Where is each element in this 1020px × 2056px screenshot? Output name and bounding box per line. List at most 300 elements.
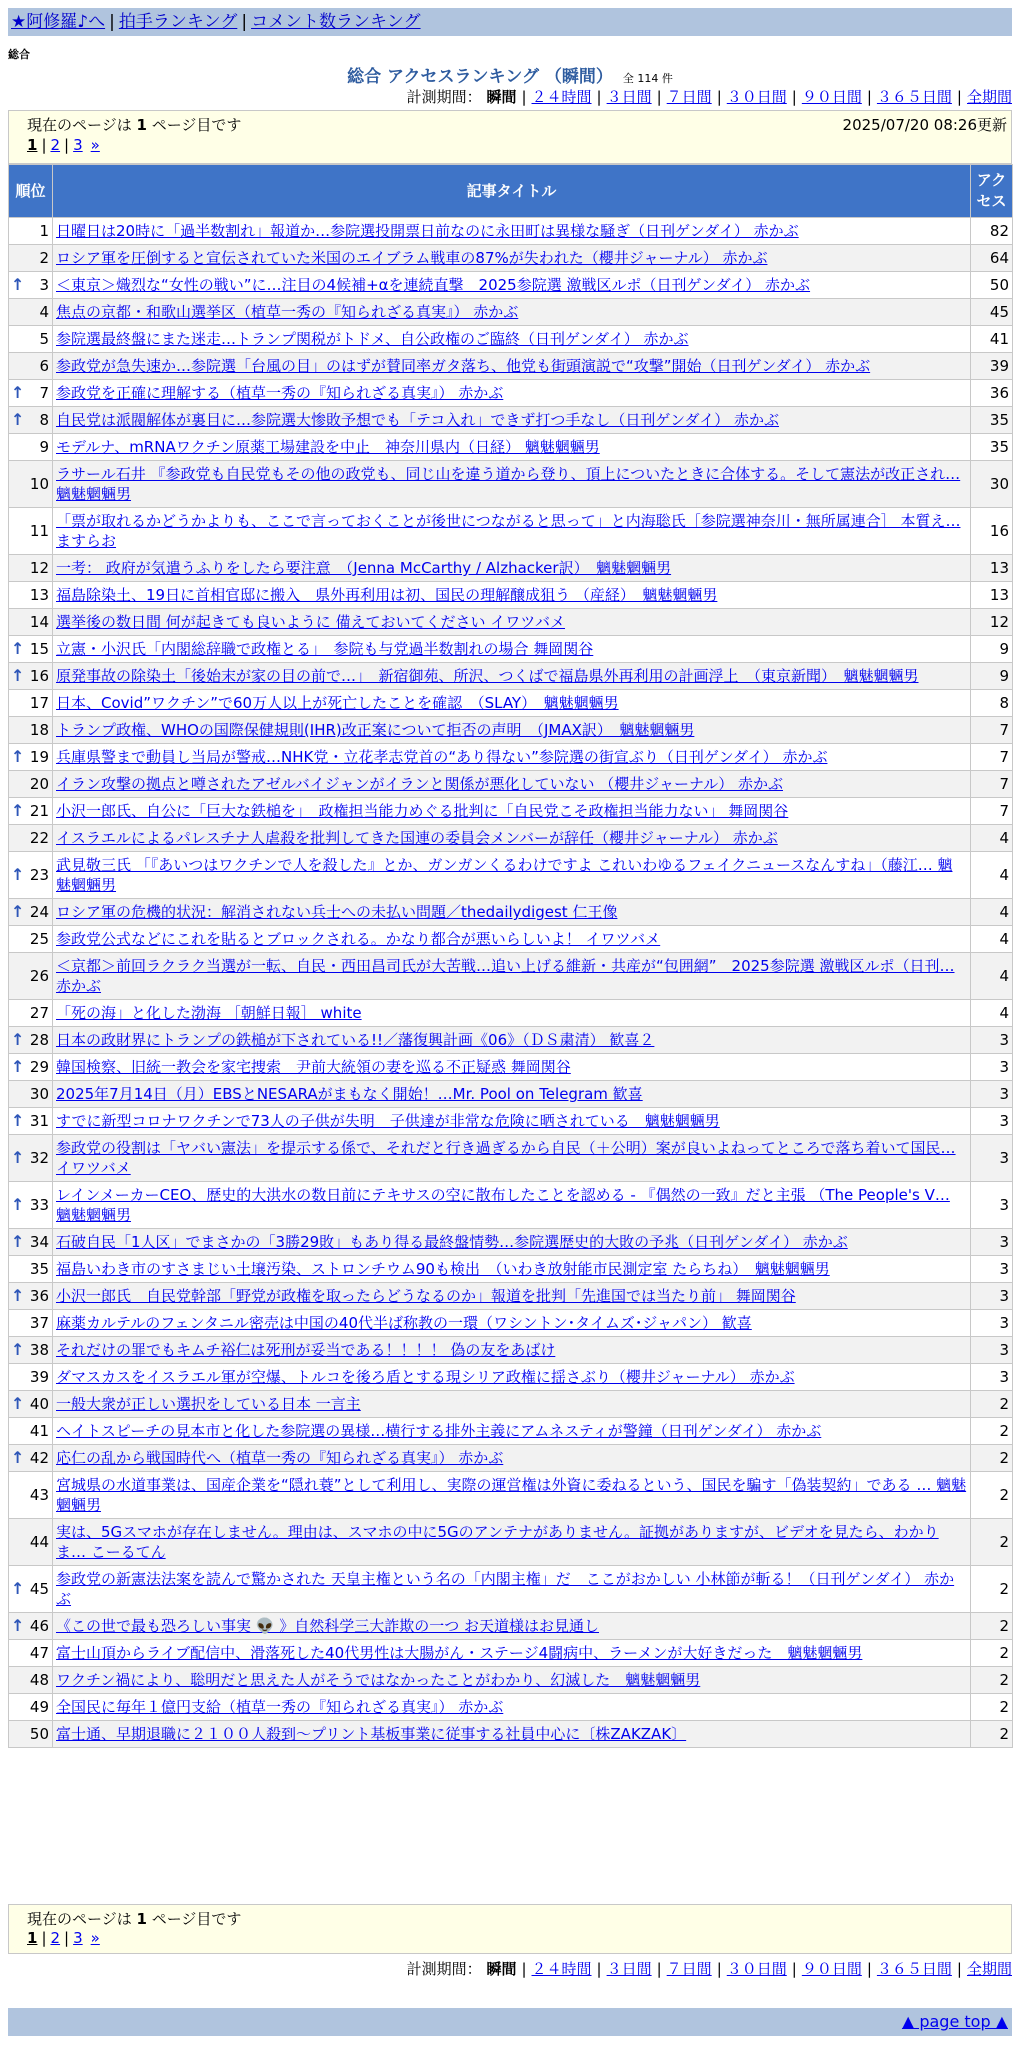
access-count: 64	[971, 245, 1013, 272]
rank-cell	[9, 353, 53, 380]
page-top-link[interactable]: ▲ page top ▲	[901, 2012, 1008, 2031]
period-link-3d[interactable]: ３日間	[606, 1960, 652, 1978]
pager-top	[8, 110, 1012, 164]
article-title-link[interactable]: 選挙後の数日間 何が起きても良いように 備えておいてください イワツバメ	[56, 613, 566, 631]
rank-number: 19	[29, 748, 49, 766]
rank-number: 25	[29, 930, 49, 948]
article-title-link[interactable]: 小沢一郎氏 自民党幹部「野党が政権を取ったらどうなるのか」報道を批判「先進国では当たり前」 舞岡関谷	[56, 1287, 796, 1305]
article-title-link[interactable]: 参政党公式などにこれを貼るとブロックされる。かなり都合が悪いらしいよ！ イワツバメ	[56, 930, 661, 948]
article-title-link[interactable]: レインメーカーCEO、歴史的大洪水の数日前にテキサスの空に散布したことを認める - 『偶然の一致』だと主張 （The People's V… 魑魅魍魎男	[56, 1186, 950, 1224]
access-count: 4	[971, 852, 1013, 899]
category-tag: 総合	[8, 48, 30, 61]
table-row	[9, 582, 1013, 609]
access-count: 3	[971, 1229, 1013, 1256]
nav-separator: |	[109, 12, 115, 32]
rank-number: 48	[29, 1671, 49, 1689]
period-link-30d[interactable]: ３０日間	[726, 1960, 787, 1978]
access-count: 9	[971, 663, 1013, 690]
title-cell	[53, 1694, 971, 1721]
period-link-90d[interactable]: ９０日間	[801, 88, 862, 106]
access-count: 8	[971, 690, 1013, 717]
period-link-7d[interactable]: ７日間	[666, 1960, 712, 1978]
table-row	[9, 353, 1013, 380]
period-label: 計測期間：	[406, 88, 482, 106]
article-title-link[interactable]: 小沢一郎氏、自公に「巨大な鉄槌を」 政権担当能力めぐる批判に「自民党こそ政権担当能力ない」 舞岡関谷	[56, 802, 789, 820]
title-cell	[53, 771, 971, 798]
rank-up-arrow-icon: ↑	[11, 1232, 25, 1251]
title-cell	[53, 744, 971, 771]
access-count: 3	[971, 1283, 1013, 1310]
article-title-link[interactable]: 焦点の京都・和歌山選挙区（植草一秀の『知られざる真実』） 赤かぶ	[56, 303, 519, 321]
title-cell	[53, 1418, 971, 1445]
table-row	[9, 771, 1013, 798]
page-link-2[interactable]: 2	[50, 136, 61, 154]
rank-number: 36	[29, 1287, 49, 1305]
article-title-link[interactable]: トランプ政権、WHOの国際保健規則(IHR)改正案について拒否の声明 （JMAX訳） 魑魅魍魎男	[56, 721, 695, 739]
period-selector-top: 計測期間： 瞬間 | ２４時間 | ３日間 | ７日間 | ３０日間 | ９０日間 | ３６５日間 | 全期間	[406, 88, 1012, 106]
access-count: 2	[971, 1391, 1013, 1418]
applause-ranking-link[interactable]: 拍手ランキング	[118, 12, 238, 32]
access-count: 50	[971, 272, 1013, 299]
ranking-table	[8, 164, 1013, 1748]
title-cell	[53, 1613, 971, 1640]
rank-up-arrow-icon: ↑	[11, 1111, 25, 1130]
rank-number: 33	[29, 1196, 49, 1214]
rank-number: 23	[29, 866, 49, 884]
table-row	[9, 1310, 1013, 1337]
article-title-link[interactable]: ワクチン禍により、聡明だと思えた人がそうではなかったことがわかり、幻滅した 魑魅魍魎男	[56, 1671, 701, 1689]
rank-number: 14	[29, 613, 49, 631]
access-count: 2	[971, 1667, 1013, 1694]
rank-cell	[9, 663, 53, 690]
rank-cell	[9, 852, 53, 899]
title-cell	[53, 1256, 971, 1283]
article-title-link[interactable]: 原発事故の除染土「後始末が家の目の前で…」 新宿御苑、所沢、つくばで福島県外再利用の計画浮上 （東京新聞） 魑魅魍魎男	[56, 667, 919, 685]
page-link-2[interactable]: 2	[50, 1929, 61, 1947]
title-cell	[53, 1108, 971, 1135]
article-title-link[interactable]: イラン攻撃の拠点と噂されたアゼルバイジャンがイランと関係が悪化していない （櫻井ジャーナル） 赤かぶ	[56, 775, 783, 793]
table-row	[9, 1283, 1013, 1310]
title-cell	[53, 1519, 971, 1566]
rank-cell	[9, 508, 53, 555]
table-row	[9, 1613, 1013, 1640]
article-title-link[interactable]: 「票が取れるかどうかよりも、ここで言っておくことが後世につながると思って」と内海聡氏［参院選神奈川・無所属連合］ 本質え… ますらお	[56, 512, 961, 550]
title-cell	[53, 245, 971, 272]
page-links: 1 | 2 | 3 »	[27, 136, 100, 154]
article-title-link[interactable]: 麻薬カルテルのフェンタニル密売は中国の40代半ば称教の一環（ワシントン･タイムズ･ジャパン） 歓喜	[56, 1314, 752, 1332]
table-row	[9, 380, 1013, 407]
article-title-link[interactable]: 実は、5Gスマホが存在しません。理由は、スマホの中に5Gのアンテナがありません。証拠がありますが、ビデオを見たら、わかりま… こーるてん	[56, 1523, 939, 1561]
article-title-link[interactable]: 武見敬三氏 「『あいつはワクチンで人を殺した』とか、ガンガンくるわけですよ これいわゆるフェイクニュースなんすね」（藤江… 魑魅魍魎男	[56, 856, 953, 894]
table-row	[9, 636, 1013, 663]
access-count: 3	[971, 1256, 1013, 1283]
access-count: 13	[971, 555, 1013, 582]
rank-cell	[9, 1364, 53, 1391]
access-count: 30	[971, 461, 1013, 508]
rank-cell	[9, 582, 53, 609]
comment-ranking-link[interactable]: コメント数ランキング	[251, 12, 421, 32]
period-link-90d[interactable]: ９０日間	[801, 1960, 862, 1978]
article-title-link[interactable]: 参院選最終盤にまた迷走…トランプ関税がトドメ、自公政権のご臨終（日刊ゲンダイ） 赤かぶ	[56, 330, 689, 348]
access-count: 39	[971, 353, 1013, 380]
rank-number: 3	[39, 276, 49, 294]
table-row	[9, 798, 1013, 825]
rank-number: 27	[29, 1004, 49, 1022]
table-row	[9, 609, 1013, 636]
article-title-link[interactable]: 一般大衆が正しい選択をしている日本 一言主	[56, 1395, 361, 1413]
access-count: 2	[971, 1613, 1013, 1640]
title-cell	[53, 218, 971, 245]
period-label: 計測期間：	[406, 1960, 482, 1978]
title-cell	[53, 1337, 971, 1364]
article-title-link[interactable]: ＜京都＞前回ラクラク当選が一転、自民・西田昌司氏が大苦戦…追い上げる維新・共産が“包囲網” 2025参院選 激戦区ルポ（日刊… 赤かぶ	[56, 957, 955, 995]
rank-number: 17	[29, 694, 49, 712]
access-count: 4	[971, 825, 1013, 852]
article-title-link[interactable]: 応仁の乱から戦国時代へ（植草一秀の『知られざる真実』） 赤かぶ	[56, 1449, 504, 1467]
access-count: 35	[971, 407, 1013, 434]
article-title-link[interactable]: ラサール石井 『参政党も自民党もその他の政党も、同じ山を違う道から登り、頂上についたときに合体する。そして憲法が改正され… 魑魅魍魎男	[56, 465, 961, 503]
period-link-30d[interactable]: ３０日間	[726, 88, 787, 106]
article-title-link[interactable]: 富士山頂からライブ配信中、滑落死した40代男性は大腸がん・ステージ4闘病中、ラーメンが大好きだった 魑魅魍魎男	[56, 1644, 863, 1662]
table-row	[9, 1667, 1013, 1694]
article-title-link[interactable]: すでに新型コロナワクチンで73人の子供が失明 子供達が非常な危険に晒されている 魑魅魍魎男	[56, 1112, 720, 1130]
access-count: 2	[971, 1566, 1013, 1613]
rank-up-arrow-icon: ↑	[11, 1057, 25, 1076]
table-row	[9, 744, 1013, 771]
period-link-365d[interactable]: ３６５日間	[876, 88, 952, 106]
title-cell	[53, 407, 971, 434]
article-title-link[interactable]: 「死の海」と化した渤海 ［朝鮮日報］ white	[56, 1004, 362, 1022]
access-count: 4	[971, 926, 1013, 953]
title-cell	[53, 663, 971, 690]
period-link-365d[interactable]: ３６５日間	[876, 1960, 952, 1978]
rank-number: 7	[39, 384, 49, 402]
period-link-all[interactable]: 全期間	[966, 88, 1012, 106]
rank-number: 8	[39, 411, 49, 429]
table-row	[9, 1721, 1013, 1748]
rank-number: 43	[29, 1486, 49, 1504]
rank-number: 20	[29, 775, 49, 793]
rank-number: 45	[29, 1580, 49, 1598]
title-cell	[53, 1310, 971, 1337]
table-row	[9, 1229, 1013, 1256]
period-link-3d[interactable]: ３日間	[606, 88, 652, 106]
access-count: 3	[971, 1027, 1013, 1054]
article-title-link[interactable]: 《この世で最も恐ろしい事実 👽 》自然科学三大詐欺の一つ お天道様はお見通し	[56, 1617, 599, 1635]
title-cell	[53, 1667, 971, 1694]
rank-cell	[9, 953, 53, 1000]
access-count: 12	[971, 609, 1013, 636]
page-link-3[interactable]: 3	[73, 136, 83, 154]
rank-up-arrow-icon: ↑	[11, 1030, 25, 1049]
rank-number: 29	[29, 1058, 49, 1076]
rank-cell	[9, 1721, 53, 1748]
rank-cell	[9, 1135, 53, 1182]
page-info: 現在のページは 1 ページ目です	[27, 116, 242, 134]
updated-timestamp: 2025/07/20 08:26更新	[842, 116, 1007, 134]
access-count: 3	[971, 1054, 1013, 1081]
access-count: 4	[971, 953, 1013, 1000]
table-row	[9, 1694, 1013, 1721]
rank-number: 15	[29, 640, 49, 658]
rank-cell	[9, 717, 53, 744]
access-count: 2	[971, 1472, 1013, 1519]
article-title-link[interactable]: ロシア軍を圧倒すると宣伝されていた米国のエイブラム戦車の87%が失われた（櫻井ジャーナル） 赤かぶ	[56, 249, 768, 267]
title-cell	[53, 555, 971, 582]
access-count: 2	[971, 1721, 1013, 1748]
access-count: 7	[971, 771, 1013, 798]
title-cell	[53, 609, 971, 636]
access-count: 2	[971, 1519, 1013, 1566]
period-link-all[interactable]: 全期間	[966, 1960, 1012, 1978]
rank-up-arrow-icon: ↑	[11, 902, 25, 921]
table-header	[9, 165, 1013, 218]
rank-cell	[9, 245, 53, 272]
access-count: 3	[971, 1337, 1013, 1364]
table-row	[9, 1256, 1013, 1283]
top-navigation	[8, 8, 1012, 36]
rank-cell	[9, 1566, 53, 1613]
table-row	[9, 245, 1013, 272]
article-title-link[interactable]: 2025年7月14日（月）EBSとNESARAがまもなく開始！…Mr. Pool on Telegram 歓喜	[56, 1085, 643, 1103]
rank-number: 11	[29, 522, 49, 540]
period-current: 瞬間	[486, 88, 517, 106]
next-page-link[interactable]: »	[90, 136, 100, 154]
total-count: 全 114 件	[622, 72, 673, 85]
rank-number: 10	[29, 475, 49, 493]
access-count: 3	[971, 1182, 1013, 1229]
title-cell	[53, 1566, 971, 1613]
table-row	[9, 299, 1013, 326]
rank-number: 39	[29, 1368, 49, 1386]
table-row	[9, 1135, 1013, 1182]
rank-number: 4	[39, 303, 49, 321]
rank-number: 16	[29, 667, 49, 685]
table-row	[9, 690, 1013, 717]
rank-cell	[9, 434, 53, 461]
table-row	[9, 663, 1013, 690]
access-count: 3	[971, 1364, 1013, 1391]
rank-number: 44	[29, 1533, 49, 1551]
rank-cell	[9, 899, 53, 926]
title-cell	[53, 1640, 971, 1667]
table-row	[9, 434, 1013, 461]
title-cell	[53, 798, 971, 825]
nav-separator: |	[241, 12, 248, 32]
article-title-link[interactable]: 日曜日は20時に「過半数割れ」報道か…参院選投開票日前なのに永田町は異様な騒ぎ（日刊ゲンダイ） 赤かぶ	[56, 222, 799, 240]
title-cell	[53, 926, 971, 953]
rank-cell	[9, 272, 53, 299]
access-count: 45	[971, 299, 1013, 326]
rank-cell	[9, 461, 53, 508]
rank-cell	[9, 744, 53, 771]
rank-cell	[9, 1445, 53, 1472]
title-cell	[53, 299, 971, 326]
title-cell	[53, 1283, 971, 1310]
access-count: 4	[971, 1000, 1013, 1027]
rank-cell	[9, 825, 53, 852]
title-cell	[53, 272, 971, 299]
rank-cell	[9, 771, 53, 798]
article-title-link[interactable]: 兵庫県警まで動員し当局が警戒…NHK党・立花孝志党首の“あり得ない”参院選の街宣ぶり（日刊ゲンダイ） 赤かぶ	[56, 748, 828, 766]
rank-number: 1	[39, 222, 49, 240]
rank-number: 28	[29, 1031, 49, 1049]
article-title-link[interactable]: 石破自民「1人区」でまさかの「3勝29敗」もあり得る最終盤情勢…参院選歴史的大敗の予兆（日刊ゲンダイ） 赤かぶ	[56, 1233, 848, 1251]
article-title-link[interactable]: イスラエルによるパレスチナ人虐殺を批判してきた国連の委員会メンバーが辞任（櫻井ジャーナル） 赤かぶ	[56, 829, 778, 847]
article-title-link[interactable]: 参政党の役割は「ヤバい憲法」を提示する係で、それだと行き過ぎるから自民（＋公明）案が良いよねってところで落ち着いて国民… イワツバメ	[56, 1139, 956, 1177]
table-row	[9, 1640, 1013, 1667]
rank-number: 26	[29, 967, 49, 985]
page-links: 1 | 2 | 3 »	[27, 1929, 100, 1947]
article-title-link[interactable]: 自民党は派閥解体が裏目に…参院選大惨敗予想でも「テコ入れ」できず打つ手なし（日刊ゲンダイ） 赤かぶ	[56, 411, 779, 429]
header-access: アクセス	[971, 165, 1013, 218]
ranking-title: 総合 アクセスランキング （瞬間）	[347, 67, 613, 87]
table-row	[9, 555, 1013, 582]
ranking-rows	[9, 218, 1013, 1748]
title-cell	[53, 380, 971, 407]
title-cell	[53, 636, 971, 663]
article-title-link[interactable]: 一考： 政府が気遣うふりをしたら要注意 （Jenna McCarthy / Alzhacker訳） 魑魅魍魎男	[56, 559, 672, 577]
access-count: 9	[971, 636, 1013, 663]
asyura-home-link[interactable]: ★阿修羅♪へ	[11, 12, 106, 32]
rank-number: 22	[29, 829, 49, 847]
article-title-link[interactable]: 福島いわき市のすさまじい土壌汚染、ストロンチウム90も検出 （いわき放射能市民測定室 たらちね） 魑魅魍魎男	[56, 1260, 830, 1278]
title-cell	[53, 1054, 971, 1081]
article-title-link[interactable]: ヘイトスピーチの見本市と化した参院選の異様…横行する排外主義にアムネスティが警鐘（日刊ゲンダイ） 赤かぶ	[56, 1422, 822, 1440]
article-title-link[interactable]: 福島除染土、19日に首相官邸に搬入 県外再利用は初、国民の理解醸成狙う （産経） 魑魅魍魎男	[56, 586, 718, 604]
page-info: 現在のページは 1 ページ目です	[27, 1910, 242, 1928]
table-row	[9, 508, 1013, 555]
access-count: 41	[971, 326, 1013, 353]
access-count: 16	[971, 508, 1013, 555]
rank-cell	[9, 690, 53, 717]
table-row	[9, 852, 1013, 899]
rank-number: 18	[29, 721, 49, 739]
access-count: 13	[971, 582, 1013, 609]
article-title-link[interactable]: 参政党を正確に理解する（植草一秀の『知られざる真実』） 赤かぶ	[56, 384, 504, 402]
article-title-link[interactable]: 参政党の新憲法法案を読んで驚かされた 天皇主権という名の「内閣主権」だ ここがおかしい 小林節が斬る！（日刊ゲンダイ） 赤かぶ	[56, 1570, 955, 1608]
table-row	[9, 1391, 1013, 1418]
rank-cell	[9, 1519, 53, 1566]
header-rank: 順位	[9, 165, 53, 218]
rank-cell	[9, 1391, 53, 1418]
rank-number: 42	[29, 1449, 49, 1467]
period-current: 瞬間	[486, 1960, 517, 1978]
table-row	[9, 461, 1013, 508]
article-title-link[interactable]: ＜東京＞熾烈な“女性の戦い”に…注目の4候補+αを連続直撃 2025参院選 激戦区ルポ（日刊ゲンダイ） 赤かぶ	[56, 276, 811, 294]
rank-cell	[9, 1283, 53, 1310]
article-title-link[interactable]: ダマスカスをイスラエル軍が空爆、トルコを後ろ盾とする現シリア政権に揺さぶり（櫻井ジャーナル） 赤かぶ	[56, 1368, 795, 1386]
table-row	[9, 825, 1013, 852]
rank-number: 2	[39, 249, 49, 267]
title-cell	[53, 825, 971, 852]
access-count: 3	[971, 1081, 1013, 1108]
period-selector-bottom: 計測期間： 瞬間 | ２４時間 | ３日間 | ７日間 | ３０日間 | ９０日間 | ３６５日間 | 全期間	[406, 1960, 1012, 1978]
rank-number: 35	[29, 1260, 49, 1278]
rank-cell	[9, 1256, 53, 1283]
rank-cell	[9, 1694, 53, 1721]
article-title-link[interactable]: 宮城県の水道事業は、国産企業を“隠れ蓑”として利用し、実際の運営権は外資に委ねるという、国民を騙す「偽装契約」である … 魑魅魍魎男	[56, 1476, 967, 1514]
rank-number: 12	[29, 559, 49, 577]
title-cell	[53, 1391, 971, 1418]
title-cell	[53, 899, 971, 926]
access-count: 82	[971, 218, 1013, 245]
period-link-24h[interactable]: ２４時間	[531, 1960, 592, 1978]
rank-cell	[9, 798, 53, 825]
table-row	[9, 953, 1013, 1000]
rank-up-arrow-icon: ↑	[11, 639, 25, 658]
rank-cell	[9, 1081, 53, 1108]
rank-cell	[9, 326, 53, 353]
title-cell	[53, 717, 971, 744]
article-title-link[interactable]: 韓国検察、旧統一教会を家宅捜索 尹前大統領の妻を巡る不正疑惑 舞岡関谷	[56, 1058, 571, 1076]
title-cell	[53, 1472, 971, 1519]
rank-up-arrow-icon: ↑	[11, 275, 25, 294]
access-count: 36	[971, 380, 1013, 407]
table-row	[9, 717, 1013, 744]
title-cell	[53, 1364, 971, 1391]
next-page-link[interactable]: »	[90, 1929, 100, 1947]
rank-number: 5	[39, 330, 49, 348]
rank-cell	[9, 218, 53, 245]
article-title-link[interactable]: 日本、Covid”ワクチン”で60万人以上が死亡したことを確認 （SLAY） 魑魅魍魎男	[56, 694, 619, 712]
rank-number: 6	[39, 357, 49, 375]
access-count: 2	[971, 1640, 1013, 1667]
article-title-link[interactable]: 日本の政財界にトランプの鉄槌が下されている!!／藩復興計画《06》（ＤＳ粛清） 歓喜２	[56, 1031, 655, 1049]
title-cell	[53, 1445, 971, 1472]
rank-cell	[9, 299, 53, 326]
rank-number: 38	[29, 1341, 49, 1359]
rank-up-arrow-icon: ↑	[11, 1286, 25, 1305]
article-title-link[interactable]: 富士通、早期退職に２１００人殺到～プリント基板事業に従事する社員中心に〔株ZAKZAK〕	[56, 1725, 687, 1743]
title-cell	[53, 1081, 971, 1108]
title-cell	[53, 326, 971, 353]
title-cell	[53, 582, 971, 609]
table-row	[9, 1364, 1013, 1391]
title-cell	[53, 953, 971, 1000]
title-cell	[53, 1721, 971, 1748]
period-link-7d[interactable]: ７日間	[666, 88, 712, 106]
access-count: 2	[971, 1694, 1013, 1721]
article-title-link[interactable]: モデルナ、mRNAワクチン原薬工場建設を中止 神奈川県内（日経） 魑魅魍魎男	[56, 438, 600, 456]
rank-cell	[9, 926, 53, 953]
article-title-link[interactable]: 全国民に毎年１億円支給（植草一秀の『知られざる真実』） 赤かぶ	[56, 1698, 504, 1716]
rank-number: 30	[29, 1085, 49, 1103]
rank-cell	[9, 1640, 53, 1667]
ranking-heading	[0, 62, 1020, 87]
table-row	[9, 1566, 1013, 1613]
page-link-3[interactable]: 3	[73, 1929, 83, 1947]
article-title-link[interactable]: 立憲・小沢氏「内閣総辞職で政権とる」 参院も与党過半数割れの場合 舞岡関谷	[56, 640, 594, 658]
article-title-link[interactable]: それだけの罪でもキムチ裕仁は死刑が妥当である！！！！ 偽の友をあばけ	[56, 1341, 556, 1359]
rank-up-arrow-icon: ↑	[11, 1148, 25, 1167]
access-count: 3	[971, 1135, 1013, 1182]
article-title-link[interactable]: 参政党が急失速か…参院選「台風の目」のはずが賛同率ガタ落ち、他党も街頭演説で“攻撃”開始（日刊ゲンダイ） 赤かぶ	[56, 357, 871, 375]
table-row	[9, 1519, 1013, 1566]
rank-up-arrow-icon: ↑	[11, 865, 25, 884]
rank-number: 13	[29, 586, 49, 604]
rank-number: 47	[29, 1644, 49, 1662]
rank-cell	[9, 1027, 53, 1054]
rank-number: 24	[29, 903, 49, 921]
rank-cell	[9, 1418, 53, 1445]
rank-number: 37	[29, 1314, 49, 1332]
rank-up-arrow-icon: ↑	[11, 666, 25, 685]
access-count: 35	[971, 434, 1013, 461]
article-title-link[interactable]: ロシア軍の危機的状況：解消されない兵士への未払い問題／thedailydigest 仁王像	[56, 903, 618, 921]
period-link-24h[interactable]: ２４時間	[531, 88, 592, 106]
table-row	[9, 1054, 1013, 1081]
